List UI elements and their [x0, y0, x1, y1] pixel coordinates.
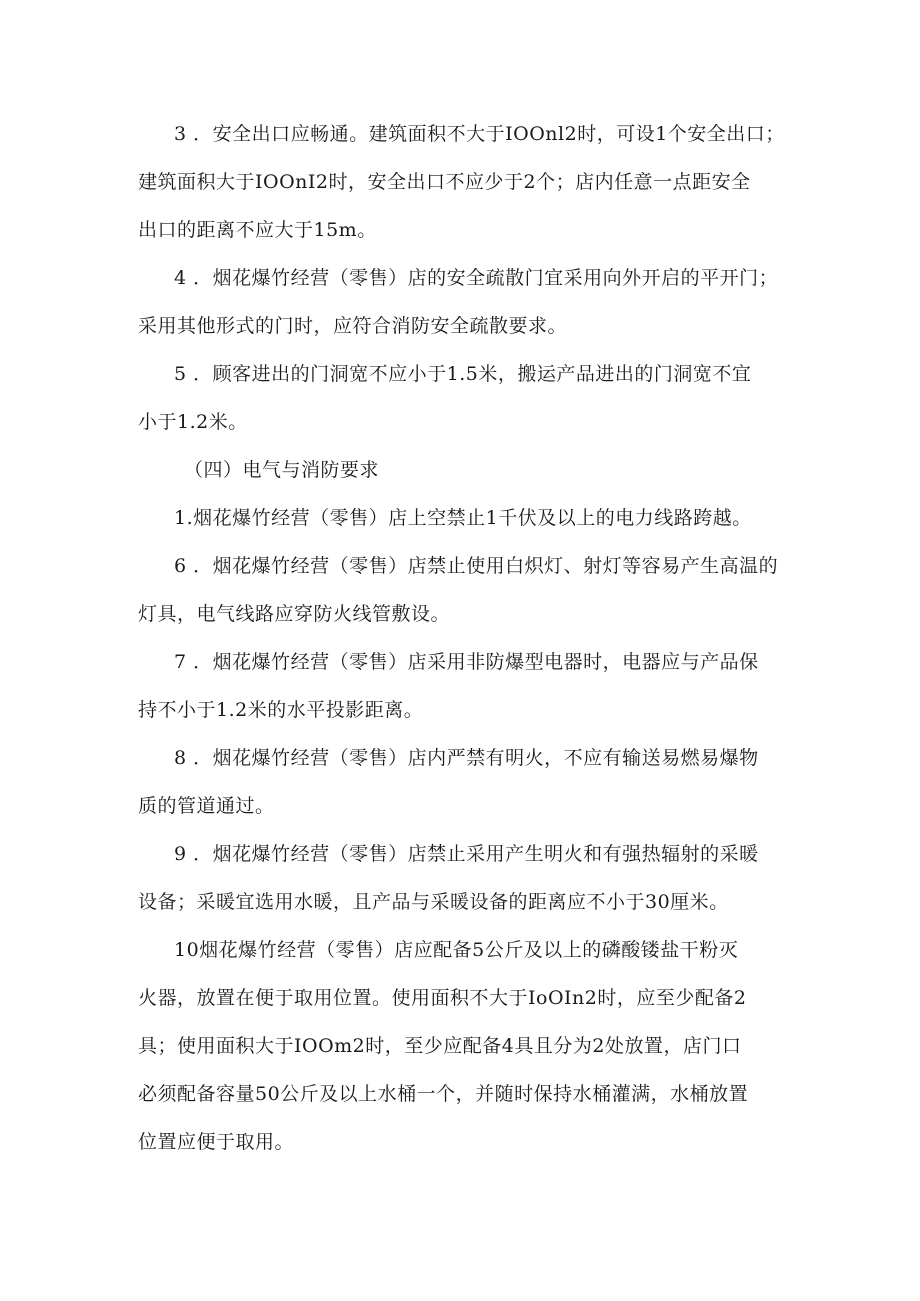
text-line: 建筑面积大于IOOnI2时，安全出口不应少于2个；店内任意一点距安全 — [138, 171, 751, 193]
text-line: 灯具，电气线路应穿防火线管敷设。 — [138, 603, 451, 625]
text-line: 持不小于1.2米的水平投影距离。 — [138, 699, 424, 721]
text-line: 10烟花爆竹经营（零售）店应配备5公斤及以上的磷酸镂盐干粉灭 — [174, 939, 739, 961]
text-line: 8 ．烟花爆竹经营（零售）店内严禁有明火，不应有输送易燃易爆物 — [174, 747, 759, 769]
text-line: 7 ．烟花爆竹经营（零售）店采用非防爆型电器时，电器应与产品保 — [174, 651, 759, 673]
document-body — [138, 110, 786, 1166]
text-line: 具；使用面积大于IOOm2时，至少应配备4具且分为2处放置，店门口 — [138, 1035, 742, 1057]
text-line: 4 ．烟花爆竹经营（零售）店的安全疏散门宜采用向外开启的平开门； — [174, 267, 779, 289]
text-line: 出口的距离不应大于15m。 — [138, 219, 377, 241]
section-heading: （四）电气与消防要求 — [184, 459, 380, 481]
text-line: 小于1.2米。 — [138, 411, 248, 433]
text-line: 6 ．烟花爆竹经营（零售）店禁止使用白炽灯、射灯等容易产生高温的 — [174, 555, 779, 577]
text-line: 质的管道通过。 — [138, 795, 275, 817]
text-line: 9 ．烟花爆竹经营（零售）店禁止采用产生明火和有强热辐射的采暖 — [174, 843, 759, 865]
text-line: 5 ．顾客进出的门洞宽不应小于1.5米，搬运产品进出的门洞宽不宜 — [174, 363, 752, 385]
text-line: 采用其他形式的门时，应符合消防安全疏散要求。 — [138, 315, 568, 337]
text-line: 设备；采暖宜选用水暖，且产品与采暖设备的距离应不小于30厘米。 — [138, 891, 729, 913]
text-line: 1.烟花爆竹经营（零售）店上空禁止1千伏及以上的电力线路跨越。 — [174, 507, 752, 529]
text-line: 必须配备容量50公斤及以上水桶一个，并随时保持水桶灌满，水桶放置 — [138, 1083, 749, 1105]
text-line: 火器，放置在便于取用位置。使用面积不大于IoOIn2时，应至少配备2 — [138, 987, 747, 1009]
text-line: 位置应便于取用。 — [138, 1131, 295, 1153]
text-line: 3 ．安全出口应畅通。建筑面积不大于IOOnl2时，可设1个安全出口； — [174, 123, 785, 145]
